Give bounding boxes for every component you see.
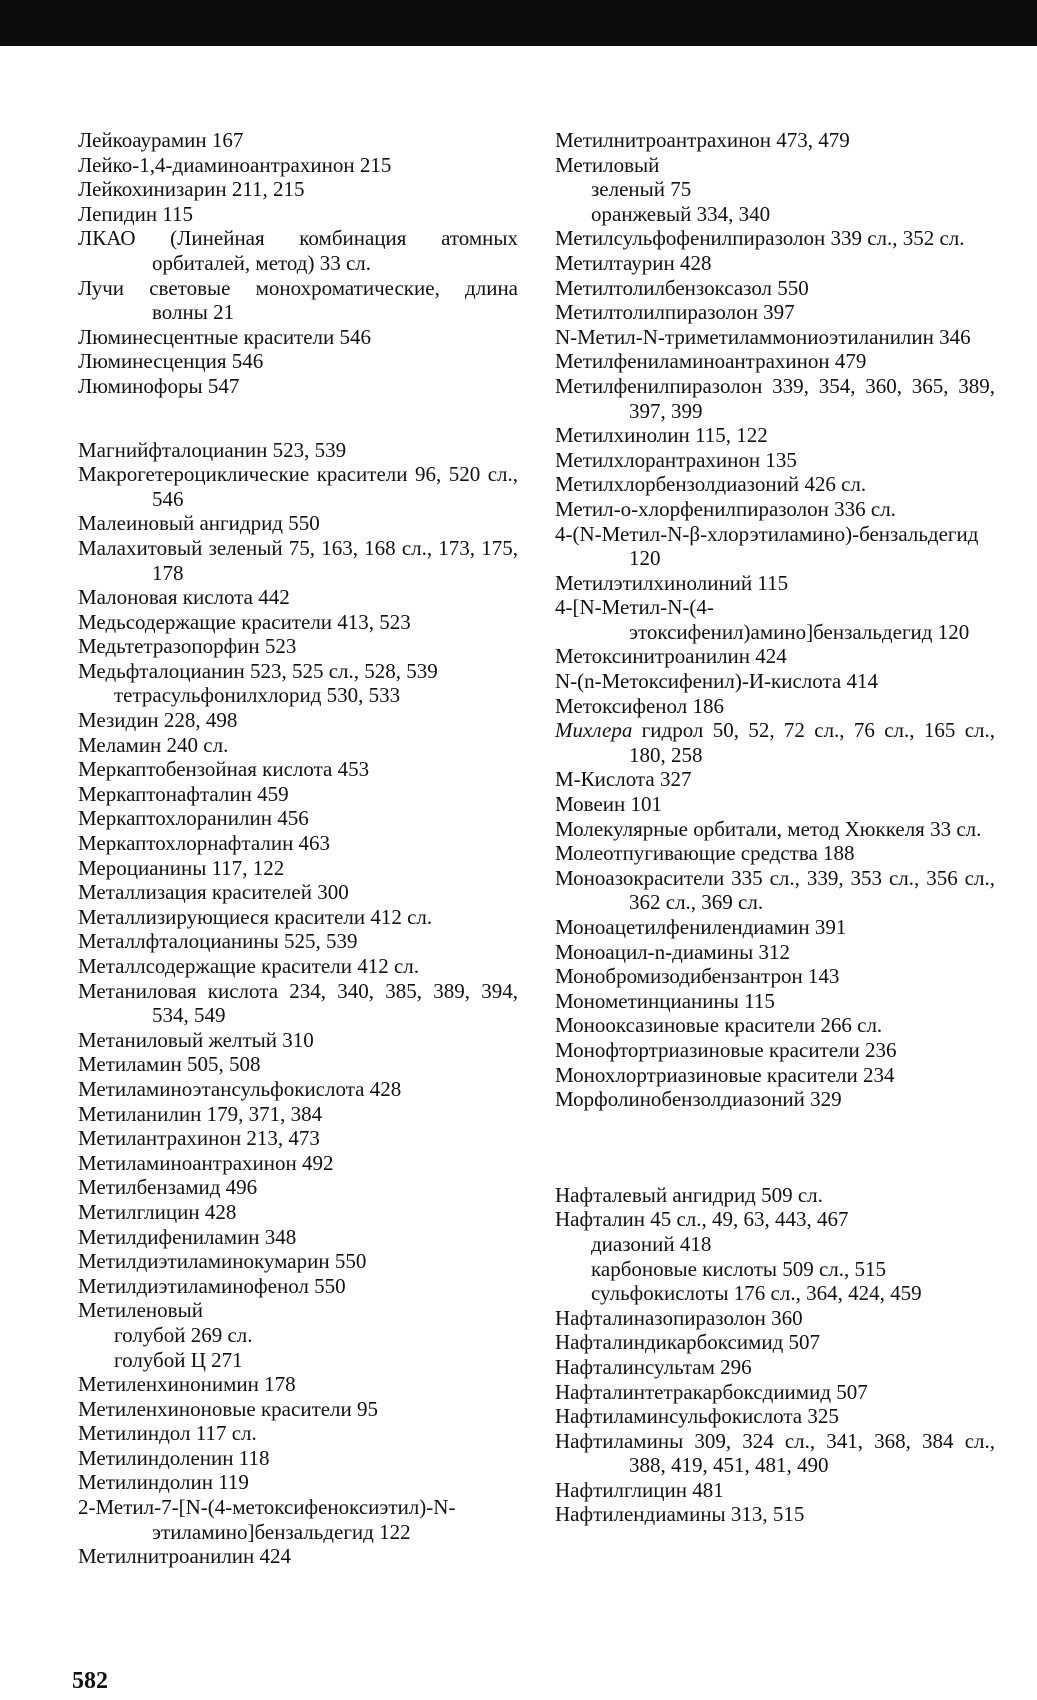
index-entry bbox=[78, 462, 518, 511]
index-entry bbox=[78, 1102, 518, 1127]
index-entry bbox=[555, 989, 995, 1014]
index-subentry bbox=[78, 683, 518, 708]
index-entry-text: Магнийфталоцианин 523, 539 bbox=[78, 437, 347, 462]
section-gap bbox=[78, 399, 518, 438]
index-subentry bbox=[555, 1232, 995, 1257]
index-entry-text: N-Метил-N-триметиламмониоэтиланилин 346 bbox=[555, 324, 971, 349]
index-entry bbox=[555, 472, 995, 497]
index-entry bbox=[78, 349, 518, 374]
index-entry-text: Метиламин 505, 508 bbox=[78, 1052, 261, 1077]
index-entry bbox=[555, 497, 995, 522]
index-entry bbox=[555, 1429, 995, 1478]
index-entry bbox=[555, 128, 995, 153]
index-entry-text: Макрогетероциклические красители 96, 520 сл., 546 bbox=[78, 462, 518, 511]
index-subentry bbox=[78, 1348, 518, 1373]
index-entry-text: Монобромизодибензантрон 143 bbox=[555, 964, 840, 989]
index-entry-text: Моноазокрасители 335 сл., 339, 353 сл., 356 сл., 362 сл., 369 сл. bbox=[555, 865, 995, 915]
index-entry bbox=[78, 708, 518, 733]
index-entry bbox=[78, 954, 518, 979]
index-entry bbox=[78, 374, 518, 399]
index-entry-text: карбоновые кислоты 509 сл., 515 bbox=[591, 1256, 887, 1281]
index-entry-text: Металлизирующиеся красители 412 сл. bbox=[78, 904, 433, 929]
index-entry bbox=[78, 659, 518, 684]
index-entry bbox=[555, 694, 995, 719]
index-entry-italic: Михлера bbox=[555, 718, 633, 743]
index-entry-text: Метилтолилбензоксазол 550 bbox=[555, 275, 809, 300]
index-entry bbox=[78, 856, 518, 881]
index-entry-text: Нафтиламины 309, 324 сл., 341, 368, 384 сл., 388, 419, 451, 481, 490 bbox=[555, 1428, 995, 1478]
index-entry bbox=[78, 1200, 518, 1225]
index-entry-text: Малахитовый зеленый 75, 163, 168 сл., 173, 175, 178 bbox=[78, 535, 518, 585]
index-entry-text: Моноацетилфенилендиамин 391 bbox=[555, 915, 847, 939]
index-entry bbox=[555, 669, 995, 694]
index-entry bbox=[78, 1298, 518, 1323]
index-entry-text: Метиламиноэтансульфокислота 428 bbox=[78, 1076, 402, 1101]
index-entry-text: Нафтилглицин 481 bbox=[555, 1477, 724, 1502]
index-entry bbox=[78, 1495, 518, 1544]
index-entry bbox=[78, 1274, 518, 1299]
index-entry bbox=[78, 536, 518, 585]
index-entry-text: N-(n-Метоксифенил)-И-кислота 414 bbox=[555, 669, 878, 694]
index-entry bbox=[78, 929, 518, 954]
index-entry-text: Метиленхиноновые красители 95 bbox=[78, 1396, 379, 1421]
index-entry bbox=[555, 1183, 995, 1208]
index-entry-text: Метиланилин 179, 371, 384 bbox=[78, 1101, 323, 1126]
index-subentry bbox=[555, 1257, 995, 1282]
index-entry bbox=[555, 841, 995, 866]
index-entry-text: Моноацил-n-диамины 312 bbox=[555, 939, 791, 964]
index-entry-text: Лейкохинизарин 211, 215 bbox=[78, 177, 305, 202]
index-entry-text: ЛКАО (Линейная комбинация атомных орбиталей, метод) 33 сл. bbox=[78, 226, 518, 275]
index-entry-text: Метилхлорбензолдиазоний 426 сл. bbox=[555, 472, 867, 497]
index-entry bbox=[78, 276, 518, 325]
index-entry-text: зеленый 75 bbox=[591, 177, 692, 202]
index-entry-text: Меркаптонафталин 459 bbox=[78, 781, 289, 806]
index-entry bbox=[555, 1207, 995, 1232]
index-entry-text: Металлизация красителей 300 bbox=[78, 880, 349, 905]
index-entry-text: Мероцианины 117, 122 bbox=[78, 855, 285, 880]
index-entry-text: Люминесценция 546 bbox=[78, 349, 264, 374]
index-entry bbox=[78, 1175, 518, 1200]
index-entry-text: Метилфениламиноантрахинон 479 bbox=[555, 349, 867, 374]
index-entry-text: Металлфталоцианины 525, 539 bbox=[78, 929, 358, 954]
index-entry bbox=[78, 1249, 518, 1274]
index-entry-text: Метилнитроантрахинон 473, 479 bbox=[555, 128, 850, 152]
index-entry-text: Метил-о-хлорфенилпиразолон 336 сл. bbox=[555, 496, 896, 521]
index-entry-text: Нафталин 45 сл., 49, 63, 443, 467 bbox=[555, 1207, 849, 1232]
index-entry-text: Метилдиэтиламинофенол 550 bbox=[78, 1273, 346, 1298]
index-entry bbox=[78, 831, 518, 856]
index-entry-text: Метилдифениламин 348 bbox=[78, 1224, 297, 1249]
index-entry bbox=[555, 1478, 995, 1503]
index-entry bbox=[555, 1306, 995, 1331]
index-entry bbox=[555, 226, 995, 251]
index-entry-text: Мовеин 101 bbox=[555, 792, 662, 817]
index-entry bbox=[555, 423, 995, 448]
index-entry bbox=[555, 522, 995, 571]
index-entry bbox=[555, 1380, 995, 1405]
index-entry-text: Металлсодержащие красители 412 сл. bbox=[78, 954, 419, 978]
index-entry-text: Нафталинтетракарбоксдиимид 507 bbox=[555, 1379, 868, 1404]
index-entry-text: голубой Ц 271 bbox=[114, 1347, 243, 1372]
index-entry-text: 4-[N-Метил-N-(4-этоксифенил)амино]бензальдегид 120 bbox=[555, 595, 970, 644]
index-entry bbox=[555, 374, 995, 423]
index-entry-text: сульфокислоты 176 сл., 364, 424, 459 bbox=[591, 1281, 922, 1306]
index-entry-text: Метилиндолин 119 bbox=[78, 1470, 249, 1495]
index-entry bbox=[78, 1126, 518, 1151]
index-entry bbox=[555, 276, 995, 301]
index-entry-text: Медьсодержащие красители 413, 523 bbox=[78, 609, 411, 634]
index-subentry bbox=[555, 202, 995, 227]
index-entry bbox=[78, 128, 518, 153]
index-entry-text: Нафтиламинсульфокислота 325 bbox=[555, 1404, 839, 1429]
index-entry bbox=[78, 1372, 518, 1397]
index-entry bbox=[78, 177, 518, 202]
index-entry bbox=[78, 634, 518, 659]
index-entry bbox=[555, 571, 995, 596]
index-entry bbox=[555, 792, 995, 817]
index-entry-text: Монометинцианины 115 bbox=[555, 988, 775, 1013]
index-entry bbox=[78, 1446, 518, 1471]
index-column-right bbox=[555, 128, 995, 1527]
scan-top-border bbox=[0, 0, 1037, 46]
index-entry bbox=[555, 644, 995, 669]
index-entry bbox=[555, 251, 995, 276]
index-entry-text: Меламин 240 сл. bbox=[78, 732, 229, 757]
index-entry bbox=[78, 979, 518, 1028]
index-entry-text: Люминесцентные красители 546 bbox=[78, 324, 372, 349]
index-entry-text: Метилэтилхинолиний 115 bbox=[555, 570, 789, 595]
index-entry bbox=[78, 1421, 518, 1446]
index-entry bbox=[555, 964, 995, 989]
index-entry-text: Метиловый bbox=[555, 152, 660, 177]
index-entry-text: Мезидин 228, 498 bbox=[78, 708, 238, 733]
index-entry bbox=[555, 153, 995, 178]
index-entry bbox=[555, 817, 995, 842]
index-entry-text: Метиленхинонимин 178 bbox=[78, 1372, 296, 1397]
index-entry-text: Лучи световые монохроматические, длина волны 21 bbox=[78, 275, 518, 325]
index-entry-text: Метилиндоленин 118 bbox=[78, 1445, 270, 1470]
page-number: 582 bbox=[72, 1668, 108, 1694]
index-entry-text: Метилиндол 117 сл. bbox=[78, 1421, 257, 1446]
index-entry-text: Малоновая кислота 442 bbox=[78, 585, 290, 610]
index-entry-text: Молеотпугивающие средства 188 bbox=[555, 841, 855, 866]
index-entry bbox=[78, 806, 518, 831]
index-subentry bbox=[78, 1323, 518, 1348]
index-entry bbox=[78, 202, 518, 227]
index-entry-text: Метилсульфофенилпиразолон 339 сл., 352 сл. bbox=[555, 226, 965, 251]
index-entry bbox=[555, 595, 995, 644]
index-entry-text: Монохлортриазиновые красители 234 bbox=[555, 1062, 895, 1087]
index-entry-text: Монооксазиновые красители 266 сл. bbox=[555, 1013, 883, 1038]
index-entry bbox=[555, 1013, 995, 1038]
index-entry-text: М-Кислота 327 bbox=[555, 767, 692, 792]
index-entry-text: Метилантрахинон 213, 473 bbox=[78, 1126, 320, 1151]
index-entry-text: Метилтолилпиразолон 397 bbox=[555, 300, 795, 325]
index-entry-text: Монофтортриазиновые красители 236 bbox=[555, 1037, 897, 1062]
index-entry bbox=[78, 610, 518, 635]
index-entry bbox=[78, 1544, 518, 1569]
index-entry bbox=[78, 325, 518, 350]
index-entry-text: Лепидин 115 bbox=[78, 201, 194, 226]
index-entry bbox=[555, 1063, 995, 1088]
index-entry bbox=[555, 1330, 995, 1355]
index-entry-text: Метиламиноантрахинон 492 bbox=[78, 1150, 334, 1175]
index-entry-text: Метоксифенол 186 bbox=[555, 693, 724, 718]
index-entry bbox=[78, 757, 518, 782]
index-entry bbox=[555, 1502, 995, 1527]
section-gap bbox=[555, 1112, 995, 1183]
index-entry bbox=[78, 585, 518, 610]
index-entry bbox=[78, 1470, 518, 1495]
index-entry bbox=[78, 1028, 518, 1053]
index-subentry bbox=[555, 177, 995, 202]
index-entry bbox=[555, 448, 995, 473]
index-entry-text: Лейкоаурамин 167 bbox=[78, 128, 244, 152]
index-entry-text: Метилглицин 428 bbox=[78, 1199, 237, 1224]
index-entry-text: Меркаптобензойная кислота 453 bbox=[78, 757, 370, 782]
index-entry-text: оранжевый 334, 340 bbox=[591, 201, 771, 226]
index-entry-text: Нафталевый ангидрид 509 сл. bbox=[555, 1182, 823, 1207]
index-entry bbox=[78, 226, 518, 275]
index-entry-text: Метилдиэтиламинокумарин 550 bbox=[78, 1249, 367, 1274]
index-entry bbox=[555, 1087, 995, 1112]
index-entry-text: Метилбензамид 496 bbox=[78, 1175, 258, 1200]
index-entry bbox=[555, 349, 995, 374]
index-entry bbox=[78, 733, 518, 758]
index-entry-text: тетрасульфонилхлорид 530, 533 bbox=[114, 683, 401, 708]
index-entry bbox=[78, 880, 518, 905]
index-entry-text: Медьфталоцианин 523, 525 сл., 528, 539 bbox=[78, 658, 438, 683]
index-entry bbox=[78, 438, 518, 463]
index-entry-text: Люминофоры 547 bbox=[78, 373, 240, 398]
index-entry bbox=[555, 1038, 995, 1063]
index-entry bbox=[78, 1077, 518, 1102]
index-entry-text: гидрол 50, 52, 72 сл., 76 сл., 165 сл., 180, 258 bbox=[629, 718, 995, 767]
index-entry-text: Метилтаурин 428 bbox=[555, 250, 712, 275]
index-entry-text: Лейко-1,4-диаминоантрахинон 215 bbox=[78, 152, 392, 177]
index-entry-text: Нафталинсультам 296 bbox=[555, 1354, 752, 1379]
index-entry-text: Меркаптохлорнафталин 463 bbox=[78, 831, 331, 856]
index-entry-text: Нафталиндикарбоксимид 507 bbox=[555, 1330, 821, 1355]
index-entry-text: Меркаптохлоранилин 456 bbox=[78, 806, 309, 831]
index-entry bbox=[555, 325, 995, 350]
index-entry-text: Нафталиназопиразолон 360 bbox=[555, 1305, 803, 1330]
index-entry-text: Нафтилендиамины 313, 515 bbox=[555, 1502, 805, 1527]
index-entry bbox=[78, 1225, 518, 1250]
index-entry bbox=[78, 1052, 518, 1077]
index-entry bbox=[78, 1151, 518, 1176]
index-entry-text: диазоний 418 bbox=[591, 1231, 712, 1256]
index-entry-text: Малеиновый ангидрид 550 bbox=[78, 511, 320, 536]
index-entry bbox=[78, 153, 518, 178]
index-entry bbox=[555, 940, 995, 965]
index-entry bbox=[555, 866, 995, 915]
index-entry bbox=[78, 782, 518, 807]
index-entry bbox=[78, 1397, 518, 1422]
index-entry bbox=[555, 718, 995, 767]
index-entry-text: Метаниловая кислота 234, 340, 385, 389, 394, 534, 549 bbox=[78, 978, 518, 1028]
index-entry-text: 2-Метил-7-[N-(4-метоксифеноксиэтил)-N-этиламино]бензальдегид 122 bbox=[78, 1495, 456, 1544]
index-entry-text: Морфолинобензолдиазоний 329 bbox=[555, 1087, 842, 1112]
index-entry-text: Медьтетразопорфин 523 bbox=[78, 634, 297, 659]
index-entry-text: Метиленовый bbox=[78, 1298, 203, 1323]
index-entry-text: Метилхинолин 115, 122 bbox=[555, 423, 768, 448]
index-entry bbox=[555, 300, 995, 325]
index-entry bbox=[555, 915, 995, 940]
index-entry bbox=[555, 767, 995, 792]
index-entry-text: Метилнитроанилин 424 bbox=[78, 1544, 292, 1569]
index-entry-text: Молекулярные орбитали, метод Хюккеля 33 сл. bbox=[555, 816, 982, 841]
index-entry bbox=[555, 1355, 995, 1380]
index-entry-text: голубой 269 сл. bbox=[114, 1322, 253, 1347]
index-column-left bbox=[78, 128, 518, 1569]
index-entry-text: 4-(N-Метил-N-β-хлорэтиламино)-бензальдегид 120 bbox=[555, 521, 979, 571]
index-entry bbox=[78, 905, 518, 930]
index-entry bbox=[78, 511, 518, 536]
index-entry-text: Метилфенилпиразолон 339, 354, 360, 365, 389, 397, 399 bbox=[555, 373, 995, 423]
index-entry bbox=[555, 1404, 995, 1429]
index-entry-text: Метилхлорантрахинон 135 bbox=[555, 447, 797, 472]
index-entry-text: Метоксинитроанилин 424 bbox=[555, 644, 787, 669]
index-entry-text: Метаниловый желтый 310 bbox=[78, 1027, 314, 1052]
index-subentry bbox=[555, 1281, 995, 1306]
